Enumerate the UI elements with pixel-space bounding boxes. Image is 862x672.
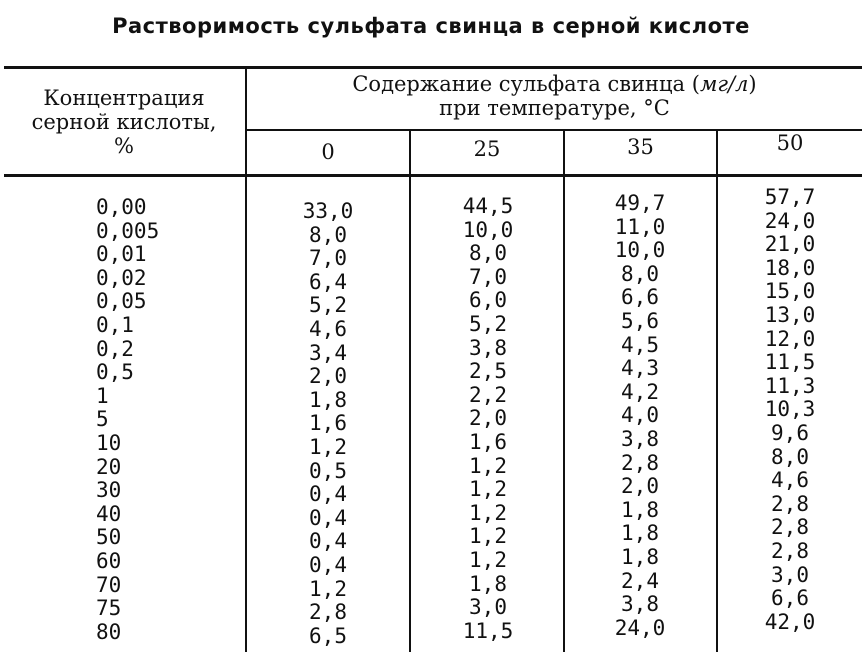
value-cell-0c: 33,0 [302, 199, 354, 223]
value-cell-50c: 4,6 [771, 468, 809, 493]
concentration-cell: 5 [96, 407, 109, 432]
value-cell-50c: 12,0 [764, 326, 816, 351]
value-cell-0c: 8,0 [309, 222, 347, 247]
temperature-header-0: 0 [321, 140, 335, 164]
value-cell-35c: 4,5 [621, 332, 659, 357]
value-cell-50c: 13,0 [764, 302, 816, 327]
value-cell-50c: 8,0 [771, 444, 809, 469]
value-cell-25c: 2,5 [469, 359, 507, 384]
value-cell-50c: 42,0 [764, 609, 816, 634]
concentration-cell: 20 [96, 454, 122, 479]
concentration-cell: 0,01 [96, 242, 147, 267]
value-cell-50c: 3,0 [771, 562, 809, 587]
value-cell-0c: 3,4 [309, 340, 347, 365]
value-cell-50c: 15,0 [764, 279, 816, 304]
value-cell-35c: 2,8 [621, 450, 659, 475]
content-header-line1 [247, 72, 862, 96]
concentration-cell: 80 [96, 619, 122, 644]
value-cell-0c: 6,4 [309, 269, 347, 294]
content-header-line2: при температуре, °С [439, 96, 670, 120]
value-cell-50c: 9,6 [771, 420, 809, 445]
concentration-cell: 30 [96, 478, 122, 503]
value-cell-25c: 1,2 [469, 547, 507, 572]
value-cell-35c: 1,8 [621, 497, 659, 522]
value-cell-0c: 5,2 [309, 293, 347, 318]
value-cell-0c: 2,8 [309, 600, 347, 625]
value-cell-0c: 0,5 [309, 458, 347, 483]
value-cell-25c: 44,5 [462, 194, 514, 218]
column-divider-25-35 [563, 130, 565, 652]
value-cell-50c: 57,7 [764, 185, 816, 209]
value-cell-25c: 3,8 [469, 335, 507, 360]
value-cell-0c: 1,6 [309, 411, 347, 436]
value-cell-35c: 2,4 [621, 568, 659, 593]
value-cell-35c: 1,8 [621, 544, 659, 569]
value-cell-25c: 1,2 [469, 453, 507, 478]
table-title: Растворимость сульфата свинца в серной кислоте [112, 14, 750, 38]
concentration-header-line2: серной кислоты, [31, 110, 217, 134]
value-cell-35c: 24,0 [614, 615, 666, 640]
value-cell-35c: 8,0 [621, 261, 659, 286]
value-cell-0c: 4,6 [309, 316, 347, 341]
value-cell-50c: 2,8 [771, 515, 809, 540]
header-bottom-rule [4, 174, 862, 177]
concentration-cell: 0,02 [96, 265, 147, 290]
concentration-cell: 40 [96, 501, 122, 526]
value-cell-25c: 1,2 [469, 477, 507, 502]
value-cell-25c: 8,0 [469, 241, 507, 266]
value-cell-25c: 5,2 [469, 311, 507, 336]
temperature-25-column [418, 195, 558, 643]
value-cell-0c: 0,4 [309, 505, 347, 530]
value-cell-0c: 1,8 [309, 387, 347, 412]
value-cell-35c: 3,8 [621, 426, 659, 451]
value-cell-25c: 1,8 [469, 571, 507, 596]
concentration-column [96, 196, 236, 644]
value-cell-25c: 1,6 [469, 429, 507, 454]
concentration-header-line1: Концентрация [43, 86, 205, 110]
value-cell-25c: 1,2 [469, 500, 507, 525]
content-header-unit: мг/л [699, 72, 749, 96]
column-divider-35-50 [716, 130, 718, 652]
value-cell-0c: 0,4 [309, 552, 347, 577]
concentration-cell: 10 [96, 430, 122, 455]
value-cell-50c: 11,3 [764, 373, 816, 398]
value-cell-0c: 0,4 [309, 482, 347, 507]
value-cell-25c: 3,0 [469, 595, 507, 620]
content-header-suffix: ) [748, 72, 757, 96]
temperature-35-column [570, 192, 710, 640]
value-cell-50c: 24,0 [764, 208, 816, 233]
value-cell-50c: 10,3 [764, 397, 816, 422]
value-cell-35c: 11,0 [614, 214, 666, 239]
value-cell-50c: 2,8 [771, 491, 809, 516]
value-cell-50c: 6,6 [771, 586, 809, 611]
value-cell-50c: 11,5 [764, 350, 816, 375]
value-cell-35c: 4,0 [621, 403, 659, 428]
value-cell-35c: 10,0 [614, 238, 666, 263]
value-cell-35c: 4,2 [621, 379, 659, 404]
content-header [247, 72, 862, 120]
value-cell-25c: 11,5 [462, 618, 514, 643]
value-cell-25c: 2,0 [469, 406, 507, 431]
temperature-0-column [258, 200, 398, 648]
concentration-cell: 0,1 [96, 312, 134, 337]
value-cell-0c: 2,0 [309, 364, 347, 389]
temperature-header-25: 25 [473, 137, 501, 161]
value-cell-25c: 7,0 [469, 264, 507, 289]
value-cell-25c: 1,2 [469, 524, 507, 549]
column-divider-0-25 [409, 130, 411, 652]
temperature-header-35: 35 [627, 135, 654, 159]
value-cell-25c: 10,0 [462, 217, 514, 242]
value-cell-35c: 5,6 [621, 308, 659, 333]
value-cell-50c: 21,0 [764, 232, 816, 257]
concentration-cell: 60 [96, 548, 122, 573]
value-cell-35c: 3,8 [621, 592, 659, 617]
value-cell-25c: 2,2 [469, 382, 507, 407]
concentration-cell: 0,2 [96, 336, 134, 361]
value-cell-35c: 6,6 [621, 285, 659, 310]
value-cell-0c: 1,2 [309, 434, 347, 459]
value-cell-25c: 6,0 [469, 288, 507, 313]
value-cell-35c: 2,0 [621, 474, 659, 499]
value-cell-35c: 1,8 [621, 521, 659, 546]
value-cell-50c: 18,0 [764, 255, 816, 280]
concentration-header [4, 86, 244, 158]
concentration-cell: 75 [96, 596, 122, 621]
concentration-cell: 0,00 [96, 195, 147, 219]
top-rule [4, 66, 862, 69]
value-cell-35c: 4,3 [621, 356, 659, 381]
content-header-prefix: Содержание сульфата свинца ( [352, 72, 700, 96]
value-cell-0c: 6,5 [309, 623, 347, 648]
concentration-cell: 0,05 [96, 289, 147, 314]
concentration-header-line3: % [114, 134, 134, 158]
concentration-cell: 70 [96, 572, 122, 597]
concentration-cell: 1 [96, 383, 109, 408]
temperature-50-column [722, 186, 858, 634]
value-cell-50c: 2,8 [771, 538, 809, 563]
temperature-header-50: 50 [776, 131, 804, 155]
concentration-cell: 0,5 [96, 360, 134, 385]
concentration-cell: 0,005 [96, 218, 160, 243]
value-cell-0c: 0,4 [309, 529, 347, 554]
value-cell-35c: 49,7 [614, 191, 666, 215]
value-cell-0c: 1,2 [309, 576, 347, 601]
value-cell-0c: 7,0 [309, 246, 347, 271]
concentration-cell: 50 [96, 525, 122, 550]
